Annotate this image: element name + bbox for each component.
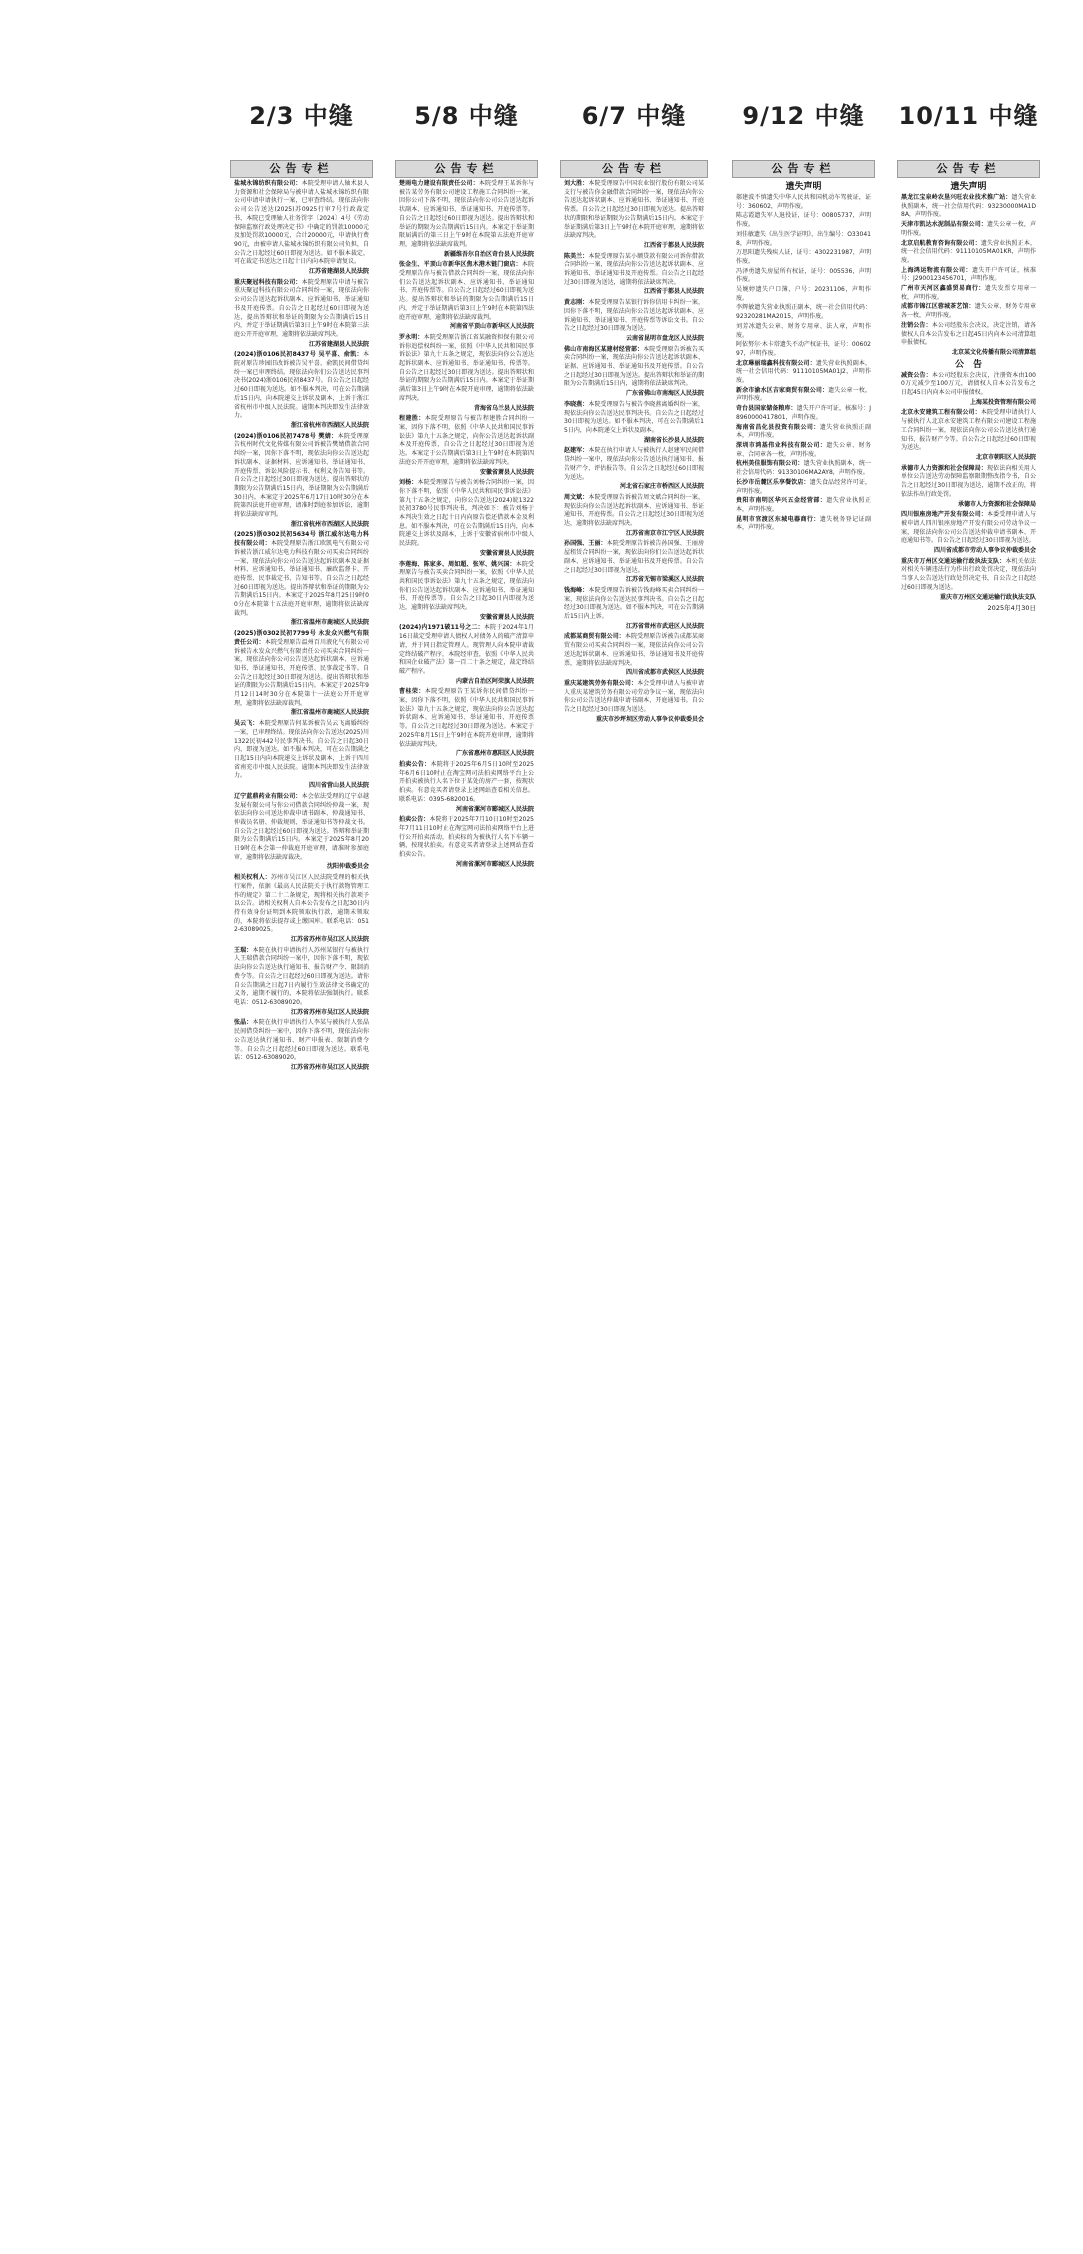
notice-text: 刘芳冰遗失公章、财务专用章、法人章，声明作废。: [736, 322, 871, 339]
notice-text: 本院受理原告诉被告周文斌合同纠纷一案，现依法向你公告送达起诉状副本、应诉通知书、举证通知书、开庭传票。自公告之日起经过30日即视为送达，逾期将依法缺席判决。: [564, 493, 704, 528]
notice-text: 本院受理原告诉被告买卖合同纠纷一案，现依法向你公告送达起诉状副本、证据、应诉通知书、举证通知书及开庭传票。自公告之日起经过30日即视为送达。提出答辩状和举证的期限为公告期满后15日内，逾期将依法缺席判决。: [564, 345, 704, 388]
notice-text: 本院受理原告诉被告钱海峰买卖合同纠纷一案，现依法向你公告送达民事判决书。自公告之日起经过30日即视为送达。如不服本判决，可在公告期满后15日内上诉。: [564, 586, 704, 621]
notice-signature: 重庆市万州区交通运输行政执法支队: [939, 593, 1036, 601]
notice-party: 四川银座房地产开发有限公司：: [901, 511, 987, 519]
notice-party: 上海鸿运物流有限公司：: [901, 266, 972, 274]
notice-text: 本院受理原告浙江欧凯电气有限公司诉被告浙江威尔达电力科技有限公司买卖合同纠纷一案，现依法向你公司公告送达起诉状副本及证据材料、应诉通知书、举证通知书、廉政监督卡、开庭传票、民事裁定书、告知书等。自公告之日起经过60日即视为送达。提出答辩状和举证的期限为公告期满后15日内。本案定于2025年8月25日9时00分在本院第十五法庭开庭审理，逾期将依法缺席裁判。: [234, 540, 369, 617]
notice-text: 遗失开户许可证，核准号：J8960000417801，声明作废。: [736, 405, 871, 421]
notice-entry: [234, 351, 369, 421]
notice-text: 遗失营业执照副本，统一社会信用代码：91110105MA01J2，声明作废。: [736, 359, 871, 385]
notice-signature: 沈阳仲裁委员会: [326, 863, 369, 871]
notice-text: 本院受理原告何某诉被告吴云飞离婚纠纷一案，已审理终结。现依法向你公告送达(2025)川1322民初442号民事判决书。自公告之日起30日内，即视为送达。如不服本判决，可在公告期满之日起15日内向本院递交上诉状及副本，上诉于四川省南充市中级人民法院。逾期本判决即发生法律效力。: [234, 720, 369, 780]
column-label: 6/7 中缝: [581, 102, 687, 130]
notice-body: [732, 178, 875, 533]
notice-entry: [399, 816, 534, 860]
notice-entry: [901, 511, 1036, 546]
notice-signature: 四川省成都市劳动人事争议仲裁委员会: [933, 547, 1036, 555]
notice-party: 北京永安建筑工程有限公司：: [901, 409, 981, 417]
notice-signature: 安徽省萧县人民法院: [479, 613, 534, 621]
notice-signature: 浙江省杭州市西湖区人民法院: [290, 520, 369, 528]
notice-party: 相关权利人：: [234, 874, 271, 882]
notice-party: 王瑞：: [234, 946, 253, 954]
notice-text: 吴婉婷遗失户口簿，户号：20231106，声明作废。: [736, 286, 871, 302]
notice-entry: [736, 249, 871, 266]
notice-party: 天津市凯达水泥制品有限公司：: [901, 221, 987, 229]
notice-text: 本委受理申请人与被申请人四川银座房地产开发有限公司劳动争议一案，现依法向你公司公告送达仲裁申请书副本、开庭通知书等。自公告之日起经过30日即视为送达。: [901, 511, 1036, 545]
notice-entry: [736, 460, 871, 477]
notice-entry: [901, 322, 1036, 348]
notice-entry: [736, 479, 871, 496]
notice-entry: [564, 540, 704, 575]
notice-entry: [901, 221, 1036, 238]
notice-party: 孙国强、王丽：: [564, 540, 607, 548]
notice-entry: [564, 346, 704, 390]
notice-party: (2024)内1971破11号之二：: [399, 624, 484, 632]
notice-party: 长沙市岳麓区乐享餐饮店：: [736, 478, 810, 486]
notice-party: 成都市锦江区蓉城茶艺馆：: [901, 303, 975, 311]
notice-entry: [564, 680, 704, 715]
notice-text: 本院受理原告与被告李晓燕离婚纠纷一案，现依法向你公告送达民事判决书。自公告之日起经过30日即视为送达。如不服本判决，可在公告期满后15日内，向本院递交上诉状及副本。: [564, 400, 704, 434]
notice-party: (2024)浙0106民初8437号 吴平喜、俞凯：: [234, 351, 363, 359]
notice-entry: [736, 231, 871, 248]
notice-text: 陈志霞遗失军人退役证，证号：00805737，声明作废。: [736, 212, 871, 229]
notice-text: 本院在执行申请执行人苏州某银行与被执行人王瑞借款合同纠纷一案中，因你下落不明，现依法向你公告送达执行通知书、报告财产令、限制消费令等。自公告之日起经过60日即视为送达。请你自公告期满之日起7日内履行生效法律文书确定的义务，逾期不履行的，本院将依法强制执行。联系电话：0512-63089020。: [234, 946, 369, 1006]
notice-party: 拍卖公告：: [399, 816, 430, 824]
notice-text: 遗失开户许可证，核准号：J2900123456701，声明作废。: [901, 266, 1036, 283]
notice-party: 刘大胜：: [564, 180, 589, 187]
notice-text: 遗失营业执照副本，统一社会信用代码：91330106MA2AY8，声明作废。: [736, 460, 871, 477]
notice-party: 黄志刚：: [564, 299, 589, 307]
notice-entry: [736, 497, 871, 514]
notice-entry: [736, 212, 871, 229]
notice-entry: [736, 323, 871, 340]
notice-text: 刘佳敏遗失《出生医学证明》，出生编号：O330418，声明作废。: [736, 230, 871, 247]
notice-signature: 安徽省萧县人民法院: [479, 468, 534, 476]
notice-signature: 新疆维吾尔自治区奇台县人民法院: [443, 250, 534, 258]
notice-text: 本院受理原告与被告买卖合同纠纷一案，依照《中华人民共和国民事诉讼法》第九十五条之规定，现依法向你们公告送达起诉状副本、应诉通知书、举证通知书、开庭传票等。自公告之日起30日内即视为送达，逾期将依法缺席判决。: [399, 560, 534, 612]
notice-text: 遗失公章一枚，声明作废。: [901, 221, 1036, 237]
notice-signature: 上海某投资管理有限公司: [969, 398, 1036, 406]
notice-signature: 广东省惠州市惠阳区人民法院: [455, 750, 534, 758]
notice-party: 张金生、平顶山市新华区焦木港木链门窗店：: [399, 261, 522, 269]
notice-party: 北京琳丽瑞鑫科技有限公司：: [736, 359, 816, 367]
notice-party: 刘杨：: [399, 479, 418, 487]
notice-signature: 江苏省建湖县人民法院: [308, 268, 369, 276]
notice-signature: 浙江省杭州市西湖区人民法院: [290, 421, 369, 429]
notice-entry: [736, 442, 871, 459]
notice-party: 贵阳市南明区华兴五金经营部：: [736, 497, 827, 505]
notice-text: 李辉敏遗失营业执照正副本，统一社会信用代码：92320281MA2015，声明作废。: [736, 304, 871, 321]
notice-party: 辽宁蓝鼎药业有限公司：: [234, 792, 302, 800]
notice-signature: 湖南省长沙县人民法院: [643, 436, 704, 444]
notice-header: 公告专栏: [732, 160, 875, 178]
notice-text: 遗失公章、财务章、合同章各一枚，声明作废。: [736, 441, 871, 458]
notice-text: 本院受理原告浙江省某融资担保有限公司诉你追偿权纠纷一案，依照《中华人民共和国民事诉讼法》第九十五条之规定，现依法向你公告送达起诉状副本、应诉通知书、举证通知书、传票等。自公告之日起经过30日即视为送达。提出答辩状和举证的期限为公告期满后15日内。本案定于举证期满后第3日上午9时在本院开庭审理，逾期将依法缺席判决。: [399, 333, 534, 402]
notice-entry: [399, 561, 534, 613]
section-subheading: 遗失声明: [950, 182, 987, 192]
notice-text: 本院受理原告与被告刘杨合同纠纷一案，因你下落不明，依照《中华人民共和国民事诉讼法》第九十五条之规定，向你公告送达(2024)皖1322民初3780号民事判决书，判决如下：被告刘杨于本判决生效之日起十日内向原告偿还借款本金及利息。如不服本判决，可在公告期满后15日内，向本院递交上诉状及副本，上诉于安徽省宿州市中级人民法院。: [399, 479, 534, 548]
notice-entry: [399, 761, 534, 805]
notice-text: 遗失公章一枚，声明作废。: [736, 386, 871, 403]
notice-signature: 广东省佛山市南海区人民法院: [625, 390, 704, 398]
notice-text: 遗失营业执照正本，声明作废。: [736, 497, 871, 513]
column-label: 9/12 中缝: [742, 102, 865, 130]
notice-entry: [736, 424, 871, 441]
notice-entry: [901, 558, 1036, 593]
notice-text: 本院受理申请人轴术县人力资源和社会保障局与被申请人盐城永锦纺织有限公司申请申请执行一案，已审查终结。现依法向你公司公告送达(2025)苏0925行审7号行政裁定书，本院已受理轴人社务罚字〔2024〕4号《劳动保障监察行政处理决定书》中确定的罚款10000元及加处罚款10000元，合计20000元，申请执行费90元，由被申请人盐城永锦纺织有限公司负担，自公告之日起经过60日即视为送达。如不服本裁定，可在裁定书送达之日起十日内向本院申请复议。: [234, 180, 369, 266]
notice-party: 成都某商贸有限公司：: [564, 633, 625, 641]
notice-date: 2025年4月30日: [987, 604, 1036, 613]
notice-signature: 江苏省建湖县人民法院: [308, 340, 369, 348]
notice-party: 赵建军：: [564, 447, 589, 455]
notice-entry: [736, 387, 871, 404]
notice-signature: 重庆市沙坪坝区劳动人事争议仲裁委员会: [595, 715, 704, 723]
notice-text: 本公司经股东会决议，注册资本由1000万元减少至100万元，请债权人自本公告发布之日起45日内向本公司申报债权。: [901, 371, 1036, 397]
notice-entry: [736, 516, 871, 533]
notice-entry: [399, 479, 534, 549]
notice-party: 李晓燕：: [564, 400, 589, 408]
notice-party: 减资公告：: [901, 371, 932, 379]
notice-strip: [732, 160, 875, 2240]
notice-text: 本院受理原告与被告程建胜合同纠纷一案，因你下落不明，依照《中华人民共和国民事诉讼法》第九十五条之规定，向你公告送达起诉状副本及开庭传票，自公告之日起经过30日即视为送达。本案定于公告期满后第3日上午9时在本院第四法庭公开开庭审理，逾期将依法缺席判决。: [399, 415, 534, 466]
notice-party: 张晶：: [234, 1019, 253, 1027]
notice-entry: [736, 341, 871, 358]
column-2-3: [230, 0, 373, 2254]
notice-signature: 浙江省温州市鹿城区人民法院: [290, 619, 369, 627]
notice-entry: [564, 401, 704, 436]
notice-entry: [234, 531, 369, 618]
notice-party: 黑龙江宝泉岭农垦兴旺农业技术推广站：: [901, 194, 1012, 201]
notice-text: 本院受理原告某小额贷款有限公司诉你借款合同纠纷一案，现依法向你公告送达起诉状副本、应诉通知书、举证通知书及开庭传票。自公告之日起经过30日即视为送达，逾期将依法缺席判决。: [564, 252, 704, 286]
notice-text: 本院受理原告杭州时代文化传媒有限公司诉被告樊婧借款合同纠纷一案，因你下落不明，现依法向你公告送达起诉状副本、证据材料、应诉通知书、举证通知书、开庭传票、诉讼风险提示书、权利义务告知书等。自公告之日起经过30日即视为送达。提出答辩状的期限为公告期满后15日内，举证期限为公告期满后30日内。本案定于2025年6月17日10时30分在本院第四法庭开庭审理，请准时到庭参加诉讼，逾期将依法缺席审判。: [234, 432, 369, 519]
notice-entry: [399, 624, 534, 676]
notice-strip: [560, 160, 708, 2240]
section-subheading: 遗失声明: [785, 182, 822, 192]
notice-body: [897, 178, 1040, 613]
notice-entry: [736, 360, 871, 386]
notice-text: 苏州市吴江区人民法院受理的相关执行案件，依据《最高人民法院关于执行款物管理工作的规定》第二十二条规定，现将相关执行款项予以公告。请相关权利人自本公告发布之日起30日内持有效身份证明到本院领取执行款，逾期未领取的，本院将依法提存或上缴国库。联系电话：0512-63089025。: [234, 874, 369, 934]
notice-party: 盐城永锦纺织有限公司：: [234, 180, 302, 187]
notice-entry: [564, 447, 704, 482]
notice-text: 本院对原告珍园旧改诉被告吴平喜、俞凯民间借贷纠纷一案已审理终结。现依法向你们公告送达民事判决书(2024)浙0106民初8437号。自公告之日起经过60日即视为送达。如不服本判决，可在公告期满后15日内，向本院递交上诉状及副本，上诉于浙江省杭州市中级人民法院。逾期本判决即发生法律效力。: [234, 351, 369, 420]
notice-entry: [901, 285, 1036, 302]
notice-signature: 安徽省萧县人民法院: [479, 549, 534, 557]
notice-text: 遗失食品经营许可证，声明作废。: [736, 478, 871, 495]
notice-text: 遗失发票专用章一枚，声明作废。: [901, 285, 1036, 301]
notice-party: (2024)浙0106民初7478号 樊婧：: [234, 432, 338, 440]
notice-text: 本会依法受理的辽宁卓越发展有限公司与你公司借款合同纠纷仲裁一案，现依法向你公司送达仲裁申请书副本、仲裁通知书、仲裁员名册、仲裁规则、举证通知书等仲裁文书。自公告之日起经过60日即视为送达。答辩和举证期限为公告期满后15日内。本案定于2025年8月20日9时在本会第一仲裁庭开庭审理，请准时参加庭审，逾期将依法缺席裁决。: [234, 792, 369, 861]
notice-header: 公告专栏: [897, 160, 1040, 178]
notice-signature: 江西省于都县人民法院: [643, 288, 704, 296]
notice-text: 本会受理申请人与被申请人重庆某建筑劳务有限公司劳动争议一案，现依法向你公司公告送达仲裁申请书副本、开庭通知书。自公告之日起经过30日即视为送达。: [564, 679, 704, 714]
notice-entry: [564, 253, 704, 288]
notice-body: [560, 178, 708, 724]
notice-body: [230, 178, 373, 1073]
notice-party: 杭州美佳服饰有限公司：: [736, 460, 804, 468]
notice-signature: 江苏省苏州市吴江区人民法院: [290, 936, 369, 944]
notice-signature: 四川省成都市武侯区人民法院: [625, 669, 704, 677]
notice-entry: [564, 633, 704, 668]
notice-party: 奇台县国家储备粮库：: [736, 405, 797, 413]
notice-header: 公告专栏: [560, 160, 708, 178]
notice-entry: [234, 180, 369, 267]
notice-signature: 内蒙古自治区阿荣旗人民法院: [455, 677, 534, 685]
notice-party: 深圳市鸿基伟业科技有限公司：: [736, 441, 827, 449]
column-label: 10/11 中缝: [898, 102, 1039, 130]
notice-text: 本院于2024年1月16日裁定受理申请人债权人对债务人的破产清算申请，并于同日指定管理人。现管理人向本院申请裁定终结破产程序，本院经审查，依照《中华人民共和国企业破产法》第一百二十条之规定，裁定终结破产程序。: [399, 624, 534, 675]
notice-text: 本公司经股东会决议，决定注销，请各债权人自本公告发布之日起45日内向本公司清算组申报债权。: [901, 321, 1036, 347]
notice-entry: [901, 409, 1036, 453]
notice-text: 本院将于2025年7月10日10时至2025年7月11日10时止在淘宝网司法拍卖网络平台上进行公开拍卖活动，拍卖标的为被执行人名下车辆一辆，按现状拍卖。有意竞买者请登录上述网站查看拍卖公告。: [399, 816, 534, 859]
notice-entry: [234, 630, 369, 708]
notice-text: 遗失税务登记证副本，声明作废。: [736, 515, 871, 532]
notice-entry: [736, 268, 871, 285]
column-10-11: [897, 0, 1040, 2254]
notice-strip: [230, 160, 373, 2240]
notice-text: 郝建波不慎遗失中华人民共和国机动车驾驶证，证号：360602，声明作废。: [736, 194, 871, 210]
notice-entry: [234, 947, 369, 1008]
notice-header: 公告专栏: [230, 160, 373, 178]
notice-party: (2025)浙0302民初5634号 浙江威尔达电力科技有限公司：: [234, 531, 369, 548]
notice-party: 重庆市万州区交通运输行政执法支队：: [901, 557, 1006, 565]
column-label: 2/3 中缝: [249, 102, 354, 130]
notice-entry: [234, 279, 369, 340]
notice-entry: [901, 372, 1036, 398]
notice-entry: [901, 194, 1036, 220]
notice-party: 北京启航教育咨询有限公司：: [901, 239, 981, 247]
notice-entry: [736, 194, 871, 211]
notice-text: 本院将于2025年6月5日10时至2025年6月6日10时止在淘宝网司法拍卖网络平台上公开拍卖被执行人名下位于某处的房产一套，按现状拍卖。有意竞买者请登录上述网站查看相关信息。联系电话：0395-6820016。: [399, 761, 534, 803]
notice-signature: 北京某文化传播有限公司清算组: [951, 348, 1036, 356]
notice-text: 遗失营业执照正副本，声明作废。: [736, 423, 871, 440]
notice-party: 昆明市官渡区东城电器商行：: [736, 515, 820, 523]
notice-entry: [399, 334, 534, 404]
notice-signature: 云南省昆明市盘龙区人民法院: [625, 334, 704, 342]
notice-signature: 江苏省无锡市梁溪区人民法院: [625, 576, 704, 584]
notice-party: 曹桂荣：: [399, 688, 425, 696]
notice-party: 钱海峰：: [564, 586, 589, 594]
notice-party: 李莲海、陈家多、周如超、张军、姚兴国：: [399, 560, 516, 568]
notice-party: 程建胜：: [399, 415, 425, 423]
notice-text: 遗失营业执照正本，统一社会信用代码：91110105MA01KR，声明作废。: [901, 239, 1036, 264]
notice-text: 万思阳遗失残疾人证，证号：4302231987，声明作废。: [736, 249, 871, 265]
notice-party: 重庆聚冠科技有限公司：: [234, 278, 302, 286]
notice-signature: 青海省乌兰县人民法院: [473, 404, 534, 412]
notice-signature: 承德市人力资源和社会保障局: [957, 500, 1036, 508]
notice-party: 佛山市南海区某建材经营部：: [564, 345, 644, 353]
notice-text: 本院受理原告诉被告成都某商贸有限公司买卖合同纠纷一案，现依法向你公司公告送达起诉状副本、应诉通知书、举证通知书及开庭传票，逾期将依法缺席判决。: [564, 633, 704, 667]
notice-entry: [564, 299, 704, 334]
notice-party: 周文斌：: [564, 493, 589, 501]
notice-entry: [736, 405, 871, 422]
notice-signature: 河南省漯河市郾城区人民法院: [455, 805, 534, 813]
notice-entry: [234, 433, 369, 520]
notice-header: 公告专栏: [395, 160, 538, 178]
notice-text: 冯泽勇遗失房屋所有权证，证号：005536，声明作废。: [736, 267, 871, 284]
notice-signature: 江苏省苏州市吴江区人民法院: [290, 1063, 369, 1071]
column-6-7: [560, 0, 708, 2254]
notice-entry: [901, 303, 1036, 320]
column-5-8: [395, 0, 538, 2254]
notice-text: 本院受理原告你与被告借款合同纠纷一案，现依法向你们公告送达起诉状副本、应诉通知书、举证通知书、开庭传票等。自公告之日起经过60日即视为送达。提出答辩状和举证的期限为公告期满后15日内，并定于举证期满后第3日上午9时在本院第四法庭开庭审理，逾期将依法缺席裁判。: [399, 261, 534, 321]
notice-entry: [564, 494, 704, 529]
notice-party: 注销公告：: [901, 321, 932, 329]
notice-party: 海南省昌化县投资有限公司：: [736, 423, 820, 431]
notice-entry: [399, 180, 534, 250]
notice-entry: [901, 240, 1036, 266]
notice-text: 本院受理原告王某诉你民间借贷纠纷一案，因你下落不明，依照《中华人民共和国民事诉讼法》第九十五条之规定，现依法向你公告送达起诉状副本、应诉通知书、举证通知书、开庭传票等。自公告之日起经过30日即视为送达。本案定于2025年8月15日上午9时在本院开庭审理，逾期将依法缺席判决。: [399, 688, 534, 748]
notice-signature: 江苏省南京市江宁区人民法院: [625, 529, 704, 537]
notice-text: 遗失公章、财务专用章各一枚，声明作废。: [901, 303, 1036, 320]
column-9-12: [732, 0, 875, 2254]
notice-text: 本院受理王某诉你与被告某劳务有限公司建设工程施工合同纠纷一案，因你公司下落不明，现依法向你公司公告送达起诉状副本、应诉通知书、举证通知书、开庭传票等。自公告之日起经过60日即视为送达。提出答辩状和举证的期限为公告期满后15日内。本案定于举证期限届满后的第三日上午9时在本院第五法庭开庭审理，逾期将依法缺席裁判。: [399, 180, 534, 248]
notice-text: 遗失营业执照副本，统一社会信用代码：93230000MA1D8A，声明作废。: [901, 194, 1036, 219]
notice-entry: [564, 587, 704, 622]
notice-entry: [399, 415, 534, 467]
notice-text: 本院在执行申请人与被执行人赵建军民间借贷纠纷一案中，现依法向你公告送达执行通知书、报告财产令、评估报告等。自公告之日起经过60日即视为送达。: [564, 447, 704, 481]
notice-party: 罗永明：: [399, 333, 424, 341]
notice-text: 本机关依法对相关车辆违法行为作出行政处罚决定，现依法向当事人公告送达行政处罚决定书，自公告之日起经过60日即视为送达。: [901, 557, 1036, 591]
notice-entry: [234, 720, 369, 781]
notice-entry: [901, 465, 1036, 500]
notice-party: 新余市渝水区吉家商贸有限公司：: [736, 386, 829, 394]
notice-signature: 河南省漯河市郾城区人民法院: [455, 860, 534, 868]
notice-text: 本院受理原告某银行诉你信用卡纠纷一案，因你下落不明，现依法向你公告送达起诉状副本、应诉通知书、举证通知书、开庭传票等诉讼文书。自公告之日起经过30日即视为送达。: [564, 299, 704, 333]
notice-body: [395, 178, 538, 869]
notice-party: 陈美兰：: [564, 252, 589, 260]
notice-entry: [736, 304, 871, 321]
notice-party: (2025)浙0302民初7799号 永发众兴燃气有限责任公司：: [234, 630, 369, 646]
notice-signature: 河北省石家庄市桥西区人民法院: [619, 483, 704, 491]
column-label: 5/8 中缝: [414, 102, 519, 130]
notice-party: 吴云飞：: [234, 720, 259, 728]
notice-party: 楚雨电力建设有限责任公司：: [399, 180, 479, 187]
notice-entry: [234, 793, 369, 863]
notice-signature: 河南省平顶山市新华区人民法院: [449, 323, 534, 331]
notice-signature: 江苏省苏州市吴江区人民法院: [290, 1008, 369, 1016]
notice-text: 本院受理原告中国农业银行股份有限公司某支行与被告你金融借款合同纠纷一案，现依法向你公告送达起诉状副本、应诉通知书、举证通知书、开庭传票。自公告之日起经过30日即视为送达。提出答辩状的期限和举证期限为公告期满后15日内。本案定于举证期满后第3日上午9时在本院开庭审理，逾期将依法缺席判决。: [564, 180, 704, 240]
notice-entry: [234, 874, 369, 935]
section-subheading: 公 告: [954, 359, 982, 370]
notice-text: 本院受理申请执行人与被执行人北京永安建筑工程有限公司建设工程施工合同纠纷一案，现依法向你公司公告送达执行通知书、报告财产令等。自公告之日起经过60日即视为送达。: [901, 409, 1036, 452]
notice-entry: [564, 180, 704, 241]
notice-signature: 江苏省常州市武进区人民法院: [625, 622, 704, 630]
notice-text: 阿依努尔·木卡塔遗失不动产权证书，证号：0060297，声明作废。: [736, 341, 871, 357]
notice-signature: 浙江省温州市鹿城区人民法院: [290, 709, 369, 717]
notice-strip: [897, 160, 1040, 2240]
notice-party: 广州市天河区鑫盛贸易商行：: [901, 285, 985, 293]
notice-party: 拍卖公告：: [399, 761, 431, 768]
notice-strip: [395, 160, 538, 2240]
notice-signature: 四川省营山县人民法院: [308, 782, 369, 790]
notice-text: 本院受理原告诉被告孙国强、王丽房屋租赁合同纠纷一案，现依法向你们公告送达起诉状副本、应诉通知书、举证通知书及开庭传票。自公告之日起经过30日即视为送达。: [564, 540, 704, 574]
notice-text: 本院受理原告申请与被告重庆聚冠科技有限公司合同纠纷一案，现依法向你公司公告送达起诉状副本、应诉通知书、举证通知书及开庭传票。自公告之日起经过60日即视为送达，提出答辩状和举证的期限为公告期满后15日内，并定于举证期满后第3日上午9时在本院第三法庭公开开庭审理，逾期将依法缺席判决。: [234, 278, 369, 338]
notice-text: 现依法向相关用人单位公告送达劳动保障监察限期整改指令书，自公告之日起经过30日即视为送达，逾期不改正的，将依法作出行政处罚。: [901, 464, 1036, 498]
notice-entry: [234, 1019, 369, 1063]
notice-signature: 北京市朝阳区人民法院: [975, 453, 1036, 461]
notice-party: 重庆某建筑劳务有限公司：: [564, 679, 638, 687]
notice-entry: [399, 688, 534, 749]
notice-signature: 江西省于都县人民法院: [643, 241, 704, 249]
notice-text: 本院在执行申请执行人李某与被执行人张晶民间借贷纠纷一案中，因你下落不明，现依法向你公告送达执行通知书、财产申报表、限制消费令等。自公告之日起经过60日即视为送达。联系电话：0512-63089020。: [234, 1019, 369, 1062]
notice-entry: [399, 261, 534, 322]
notice-entry: [901, 267, 1036, 284]
notice-party: 承德市人力资源和社会保障局：: [901, 464, 987, 472]
notice-text: 本院受理原告温州百川液化气有限公司诉被告永发众兴燃气有限责任公司买卖合同纠纷一案，现依法向你公司公告送达起诉状副本、应诉通知书、举证通知书、开庭传票、民事裁定书等。自公告之日起经过30日即视为送达。提出答辩状和举证的期限为公告期满后15日内。本案定于2025年9月12日14时30分在本院第十一法庭公开开庭审理，逾期将依法缺席裁判。: [234, 638, 369, 707]
notice-entry: [736, 286, 871, 303]
